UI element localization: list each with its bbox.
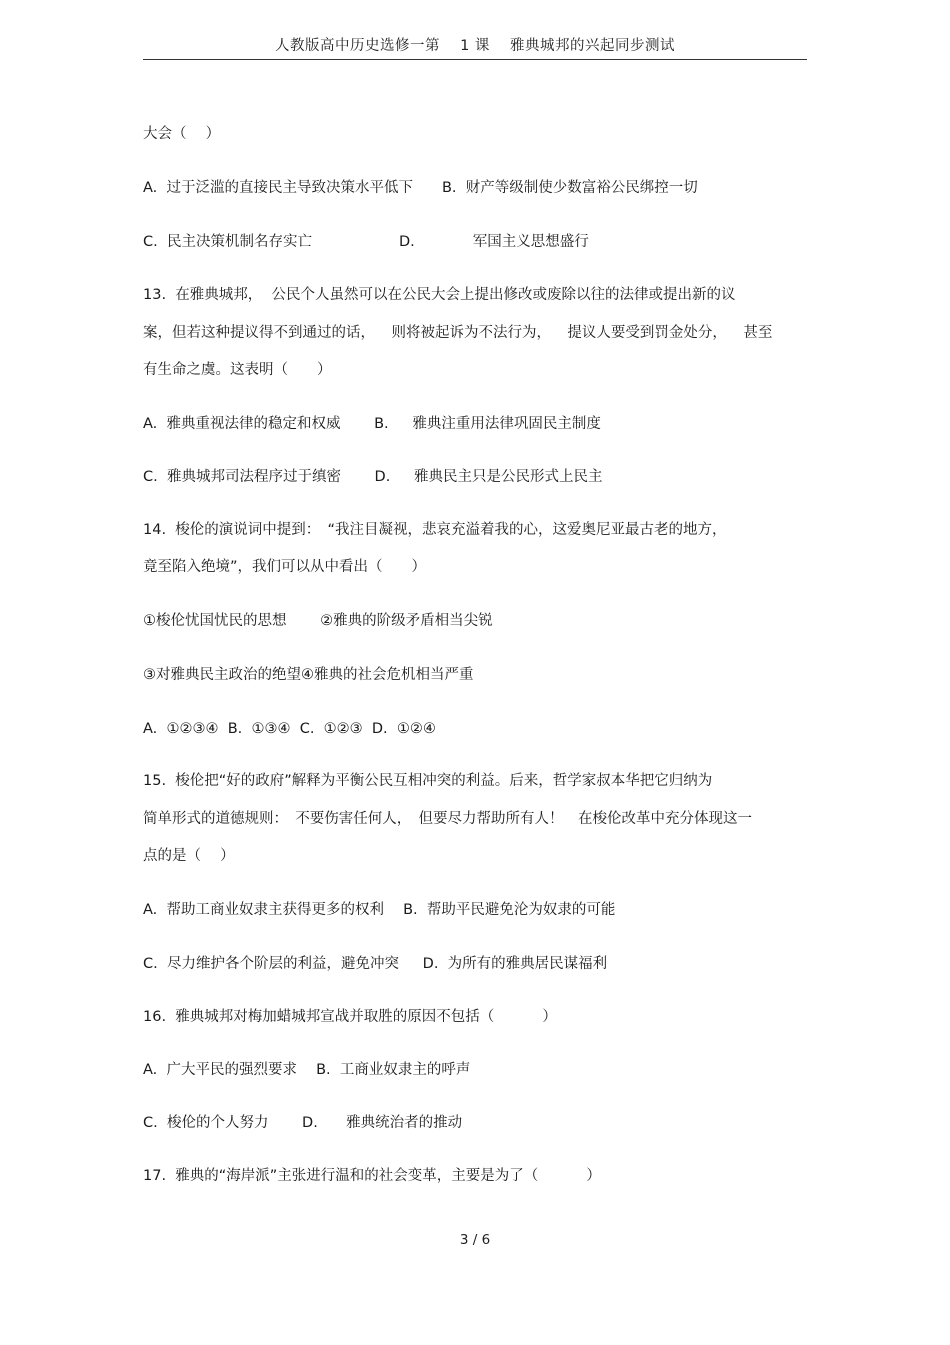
text-line: 案，但若这种提议得不到通过的话， 则将被起诉为不法行为， 提议人要受到罚金处分， 甚至 xyxy=(143,325,773,341)
text-line: 13. 在雅典城邦， 公民个人虽然可以在公民大会上提出修改或废除以往的法律或提出新的议 xyxy=(143,287,736,303)
text-line: 点的是（ ） xyxy=(143,848,235,864)
page-header xyxy=(143,32,807,60)
text-line: 15. 梭伦把“好的政府”解释为平衡公民互相冲突的利益。后来，哲学家叔本华把它归纳为 xyxy=(143,773,713,789)
text-line: 竟至陷入绝境”，我们可以从中看出（ ） xyxy=(143,559,427,575)
text-line: ③对雅典民主政治的绝望④雅典的社会危机相当严重 xyxy=(143,667,474,683)
text-line: C. 民主决策机制名存实亡 D. 军国主义思想盛行 xyxy=(143,234,589,250)
text-line: 简单形式的道德规则： 不要伤害任何人， 但要尽力帮助所有人！ 在梭伦改革中充分体现这一 xyxy=(143,811,752,827)
text-line: A. ①②③④ B. ①③④ C. ①②③ D. ①②④ xyxy=(143,721,436,737)
text-line: 大会（ ） xyxy=(143,126,221,142)
page-number: 3 / 6 xyxy=(459,1232,491,1248)
text-line: A. 帮助工商业奴隶主获得更多的权利 B. 帮助平民避免沦为奴隶的可能 xyxy=(143,902,616,918)
text-line: A. 雅典重视法律的稳定和权威 B. 雅典注重用法律巩固民主制度 xyxy=(143,416,601,432)
text-line: C. 尽力维护各个阶层的利益，避免冲突 D. 为所有的雅典居民谋福利 xyxy=(143,956,608,972)
text-line: C. 雅典城邦司法程序过于缜密 D. 雅典民主只是公民形式上民主 xyxy=(143,469,603,485)
text-line: 17. 雅典的“海岸派”主张进行温和的社会变革，主要是为了（ ） xyxy=(143,1168,601,1184)
text-line: ①梭伦忧国忧民的思想 ②雅典的阶级矛盾相当尖锐 xyxy=(143,613,493,629)
text-line: 有生命之虞。这表明（ ） xyxy=(143,362,332,378)
text-line: A. 过于泛滥的直接民主导致决策水平低下 B. 财产等级制使少数富裕公民绑控一切 xyxy=(143,180,698,196)
text-line: A. 广大平民的强烈要求 B. 工商业奴隶主的呼声 xyxy=(143,1062,471,1078)
header-title: 人教版高中历史选修一第 1 课 雅典城邦的兴起同步测试 xyxy=(274,38,676,54)
text-line: 16. 雅典城邦对梅加蜡城邦宣战并取胜的原因不包括（ ） xyxy=(143,1009,557,1025)
text-line: 14. 梭伦的演说词中提到： “我注目凝视，悲哀充溢着我的心，这爱奥尼亚最古老的地方， xyxy=(143,522,727,538)
text-line: C. 梭伦的个人努力 D. 雅典统治者的推动 xyxy=(143,1115,463,1131)
